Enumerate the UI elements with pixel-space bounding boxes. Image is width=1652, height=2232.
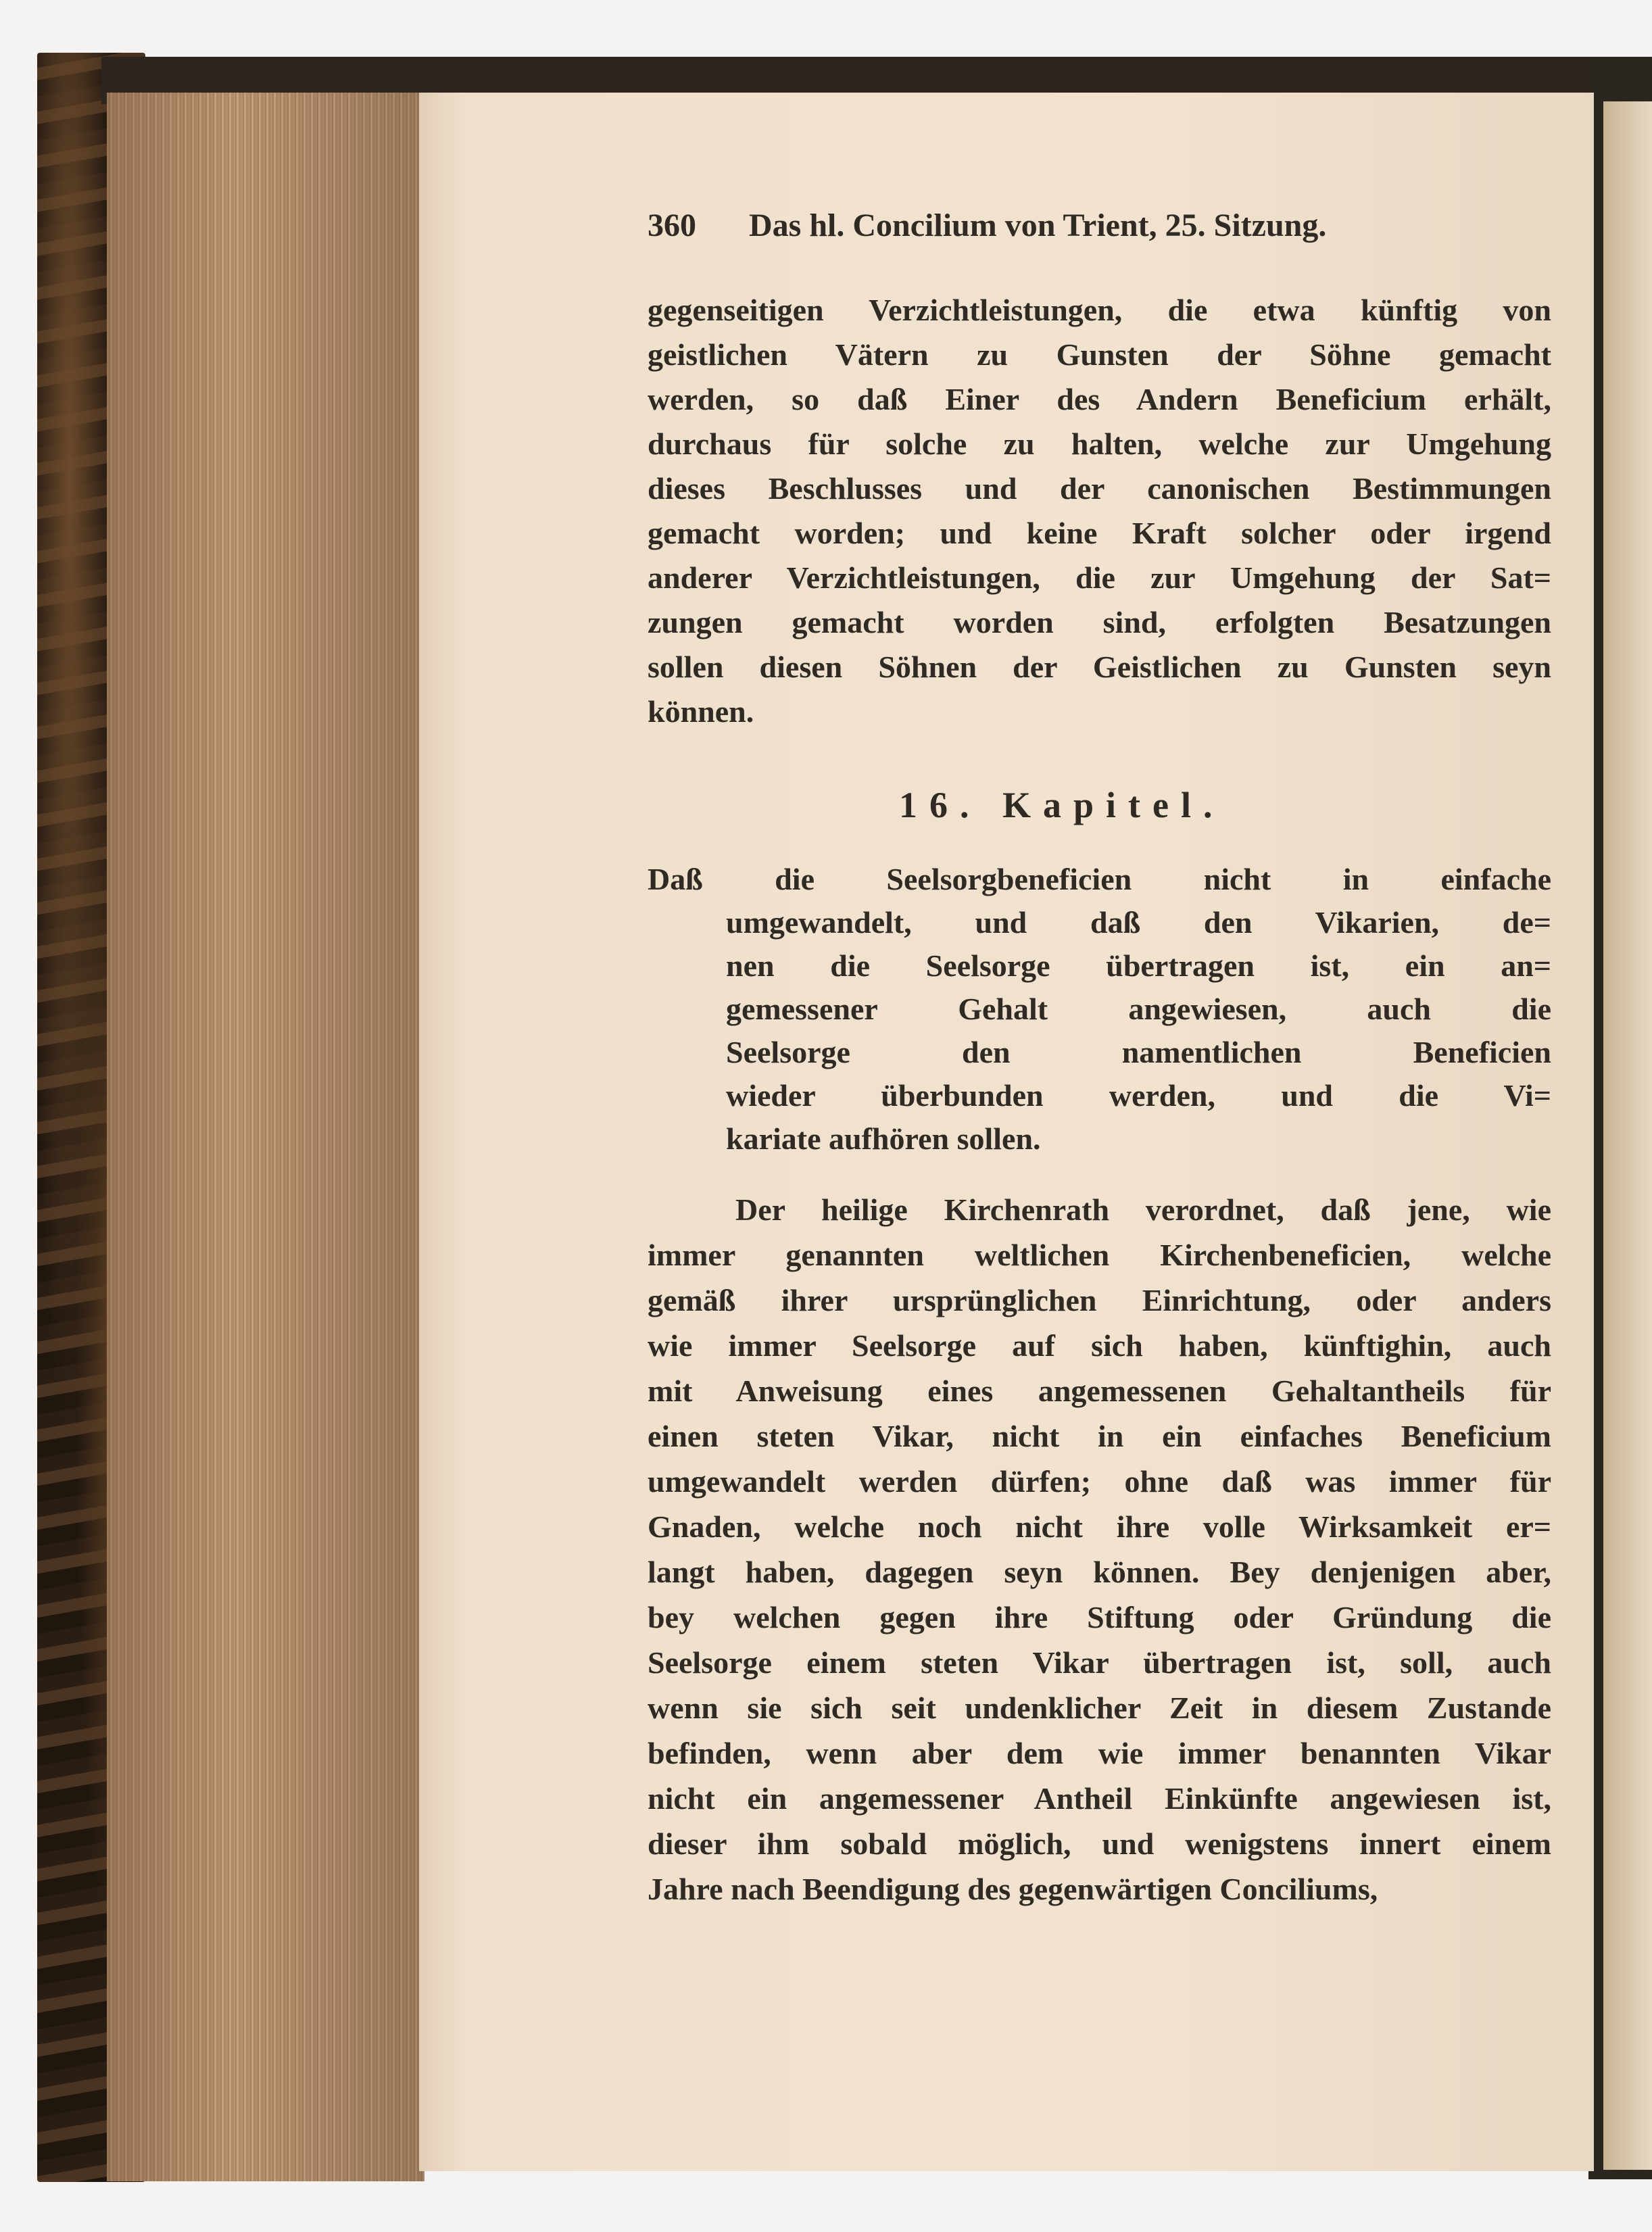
text-line: gemessener Gehalt angewiesen, auch die	[726, 992, 1551, 1026]
text-line: Daß die Seelsorgbeneficien nicht in einfache	[648, 862, 1551, 896]
chapter-summary	[648, 858, 1551, 1161]
text-line: kariate aufhören sollen.	[726, 1121, 1041, 1156]
text-line: Jahre nach Beendigung des gegenwärtigen Conciliums,	[648, 1872, 1378, 1906]
text-line: langt haben, dagegen seyn können. Bey denjenigen aber,	[648, 1555, 1551, 1589]
text-line: wenn sie sich seit undenklicher Zeit in diesem Zustande	[648, 1691, 1551, 1725]
text-line: zungen gemacht worden sind, erfolgten Besatzungen	[648, 605, 1551, 639]
text-line: wieder überbunden werden, und die Vi=	[726, 1078, 1551, 1113]
text-line: wie immer Seelsorge auf sich haben, künftighin, auch	[648, 1328, 1551, 1363]
text-line: bey welchen gegen ihre Stiftung oder Gründung die	[648, 1600, 1551, 1634]
text-line: nen die Seelsorge übertragen ist, ein an=	[726, 948, 1551, 983]
paragraph-2	[648, 1187, 1551, 1912]
text-line: Der heilige Kirchenrath verordnet, daß jene, wie	[735, 1192, 1551, 1227]
paragraph-1	[648, 288, 1551, 734]
chapter-heading: 16. Kapitel.	[899, 785, 1225, 825]
text-line: Seelsorge einem steten Vikar übertragen ist, soll, auch	[648, 1645, 1551, 1680]
text-line: gemacht worden; und keine Kraft solcher oder irgend	[648, 516, 1551, 550]
text-line: einen steten Vikar, nicht in ein einfaches Beneficium	[648, 1419, 1551, 1453]
text-line: umgewandelt, und daß den Vikarien, de=	[726, 905, 1551, 940]
page-block-shadow	[107, 93, 424, 2181]
text-line: sollen diesen Söhnen der Geistlichen zu Gunsten seyn	[648, 650, 1551, 684]
text-line: umgewandelt werden dürfen; ohne daß was immer für	[648, 1464, 1551, 1499]
text-line: befinden, wenn aber dem wie immer benannten Vikar	[648, 1736, 1551, 1770]
text-line: anderer Verzichtleistungen, die zur Umgehung der Sat=	[648, 560, 1551, 595]
text-line: werden, so daß Einer des Andern Beneficium erhält,	[648, 382, 1551, 416]
running-title: Das hl. Concilium von Trient, 25. Sitzung.	[749, 208, 1327, 243]
text-line: nicht ein angemessener Antheil Einkünfte angewiesen ist,	[648, 1781, 1551, 1816]
page-number: 360	[648, 208, 696, 243]
text-line: dieser ihm sobald möglich, und wenigstens innert einem	[648, 1826, 1551, 1861]
text-line: Seelsorge den namentlichen Beneficien	[726, 1035, 1551, 1069]
text-line: mit Anweisung eines angemessenen Gehaltantheils für	[648, 1374, 1551, 1408]
facing-page-edge	[1603, 101, 1652, 2170]
text-line: gegenseitigen Verzichtleistungen, die etwa künftig von	[648, 293, 1551, 327]
text-line: geistlichen Vätern zu Gunsten der Söhne gemacht	[648, 337, 1551, 372]
text-line: können.	[648, 694, 754, 729]
running-header	[648, 207, 1499, 244]
text-line: immer genannten weltlichen Kirchenbeneficien, welche	[648, 1238, 1551, 1272]
text-line: Gnaden, welche noch nicht ihre volle Wirksamkeit er=	[648, 1509, 1551, 1544]
text-line: dieses Beschlusses und der canonischen Bestimmungen	[648, 471, 1551, 506]
text-line: gemäß ihrer ursprünglichen Einrichtung, oder anders	[648, 1283, 1551, 1317]
text-line: durchaus für solche zu halten, welche zur Umgehung	[648, 427, 1551, 461]
